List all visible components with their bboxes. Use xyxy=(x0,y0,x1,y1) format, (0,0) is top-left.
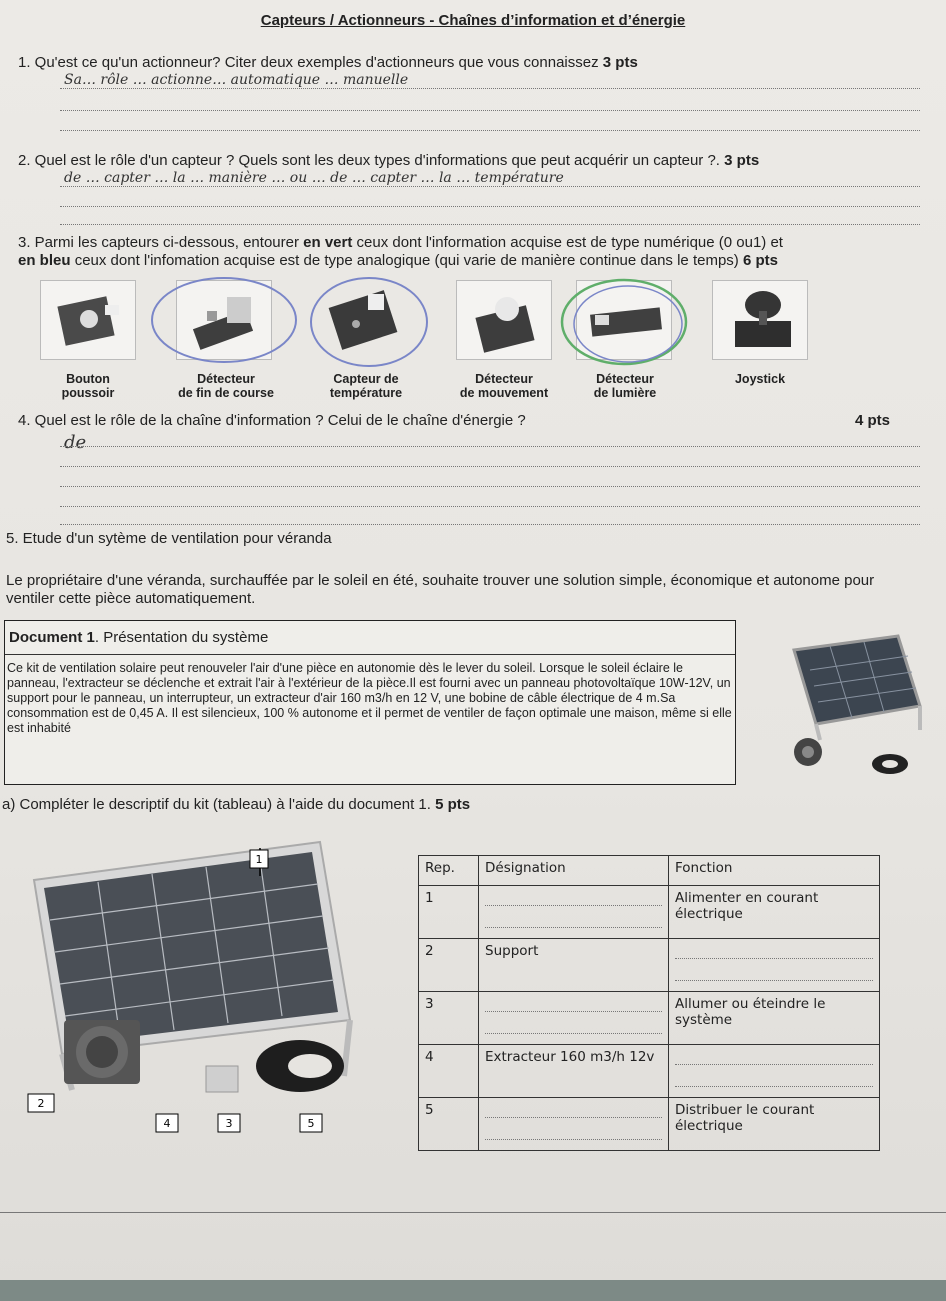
cell-rep: 5 xyxy=(419,1098,479,1151)
cell-fonction: Alimenter en courant électrique xyxy=(669,886,880,939)
question-1-answer[interactable]: Sa… rôle … actionne… automatique … manuelle xyxy=(64,72,409,88)
cell-rep: 3 xyxy=(419,992,479,1045)
answer-line[interactable] xyxy=(60,486,920,487)
question-a-points: 5 pts xyxy=(435,796,471,813)
table-row xyxy=(419,1045,880,1098)
question-2-text: 2. Quel est le rôle d'un capteur ? Quels sont les deux types d'informations que peut acquérir un capteur ?. xyxy=(18,152,720,169)
question-4-text: 4. Quel est le rôle de la chaîne d'information ? Celui de le chaîne d'énergie ? xyxy=(18,412,526,429)
question-3-text-b: ceux dont l'information acquise est de type numérique (0 ou1) et xyxy=(356,234,783,251)
sensor-label: Détecteur de lumière xyxy=(593,372,657,400)
solar-kit-photo-small xyxy=(780,630,930,780)
cell-rep: 2 xyxy=(419,939,479,992)
answer-line[interactable] xyxy=(60,446,920,447)
sensor-label: Détecteur de fin de course xyxy=(178,372,274,400)
sensor-label: Bouton poussoir xyxy=(61,372,115,400)
column-header-fonction: Fonction xyxy=(669,856,880,886)
document-1 xyxy=(4,620,736,785)
cell-fonction-input[interactable] xyxy=(669,939,880,992)
answer-line[interactable] xyxy=(60,506,920,507)
kit-table xyxy=(418,855,880,1151)
sensor-label: Capteur de température xyxy=(329,372,403,400)
sensor-label: Joystick xyxy=(734,372,786,386)
question-4-answer[interactable]: de xyxy=(64,432,87,453)
kit-label-3: 3 xyxy=(225,1117,233,1130)
question-3-text-c: ceux dont l'infomation acquise est de type analogique (qui varie de manière continue dans le temps) xyxy=(74,252,739,269)
question-3-text-a: 3. Parmi les capteurs ci-dessous, entourer xyxy=(18,234,299,251)
question-1-text: 1. Qu'est ce qu'un actionneur? Citer deux exemples d'actionneurs que vous connaissez xyxy=(18,54,599,71)
table-header-row xyxy=(419,856,880,886)
question-3-green-keyword: en vert xyxy=(303,234,353,251)
answer-line[interactable] xyxy=(60,524,920,525)
kit-label-2: 2 xyxy=(37,1097,45,1110)
table-row xyxy=(419,939,880,992)
cell-designation-input[interactable] xyxy=(479,1098,669,1151)
document-1-body: Ce kit de ventilation solaire peut renouveler l'air d'une pièce en autonomie dès le lever du soleil. Lorsque le soleil éclaire le panneau, l'extracteur se déclenche et extrait l'air à l'extérieur de la pièce.Il est fourni avec un panneau photovoltaïque 10W-12V, un support pour le panneau, un interrupteur, un extracteur d'air 160 m3/h en 12 V, une bobine de câble électrique de 4 m.Sa consommation est de 0,45 A. Il est silencieux, 100 % autonome et il permet de ventiler de façon optimale une maison, même si elle est inhabité xyxy=(7,661,732,735)
cell-designation: Extracteur 160 m3/h 12v xyxy=(479,1045,669,1098)
question-4-points: 4 pts xyxy=(854,412,890,429)
kit-label-4: 4 xyxy=(163,1117,171,1130)
kit-label-1: 1 xyxy=(255,853,263,866)
question-5-intro: Le propriétaire d'une véranda, surchauffée par le soleil en été, souhaite trouver une solution simple, économique et autonome pour ventiler cette pièce automatiquement. xyxy=(6,572,875,607)
question-1-points: 3 pts xyxy=(602,54,638,71)
kit-label-5: 5 xyxy=(307,1117,315,1130)
page-title: Capteurs / Actionneurs - Chaînes d’information et d’énergie xyxy=(260,12,686,29)
column-header-rep: Rep. xyxy=(419,856,479,886)
cell-rep: 4 xyxy=(419,1045,479,1098)
table-row xyxy=(419,1098,880,1151)
cell-designation: Support xyxy=(479,939,669,992)
solar-kit-illustration xyxy=(20,840,400,1140)
sensor-label: Détecteur de mouvement xyxy=(459,372,549,400)
question-2-points: 3 pts xyxy=(724,152,760,169)
cell-fonction: Distribuer le courant électrique xyxy=(669,1098,880,1151)
background-surface xyxy=(0,1280,946,1301)
table-row xyxy=(419,992,880,1045)
question-a-text: a) Compléter le descriptif du kit (tableau) à l'aide du document 1. xyxy=(2,796,431,813)
column-header-designation: Désignation xyxy=(479,856,669,886)
table-row xyxy=(419,886,880,939)
question-5-heading: 5. Etude d'un sytème de ventilation pour véranda xyxy=(6,530,332,547)
question-3-points: 6 pts xyxy=(742,252,778,269)
cell-designation-input[interactable] xyxy=(479,992,669,1045)
cell-rep: 1 xyxy=(419,886,479,939)
document-1-title: Document 1. Présentation du système xyxy=(5,621,735,655)
cell-designation-input[interactable] xyxy=(479,886,669,939)
answer-line[interactable] xyxy=(60,466,920,467)
question-a xyxy=(2,796,926,814)
cell-fonction: Allumer ou éteindre le système xyxy=(669,992,880,1045)
cell-fonction-input[interactable] xyxy=(669,1045,880,1098)
bottom-divider xyxy=(0,1212,946,1213)
hand-drawn-circles xyxy=(0,0,946,420)
question-4 xyxy=(18,412,890,430)
question-3-blue-keyword: en bleu xyxy=(18,252,71,269)
question-2-answer[interactable]: de … capter … la … manière … ou … de … capter … la … température xyxy=(64,170,564,186)
